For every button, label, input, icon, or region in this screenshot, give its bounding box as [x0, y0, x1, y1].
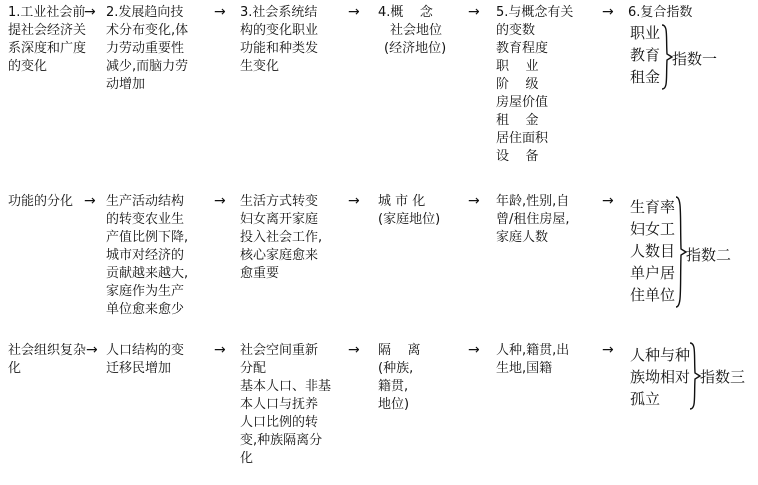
arrow-right-icon: → — [468, 193, 480, 209]
arrow-right-icon: → — [602, 4, 614, 20]
row2-col3: 生活方式转变 妇女离开家庭 投入社会工作, 核心家庭愈来 愈重要 — [240, 194, 323, 281]
header-col5: 5.与概念有关 的变数 教育程度 职 业 阶 级 房屋价值 租 金 居住面积 设 备 — [496, 5, 574, 164]
arrow-right-icon: → — [214, 342, 226, 358]
arrow-right-icon: → — [348, 193, 360, 209]
index-3-items: 人种与种 族坳相对 孤立 — [630, 346, 691, 408]
header-col6: 6.复合指数 — [628, 5, 693, 20]
row3-col4: 隔 离 (种族, 籍贯, 地位) — [378, 343, 421, 412]
index-3-label: 指数三 — [700, 368, 746, 386]
row3-col1: 社会组织复杂 化 — [8, 343, 87, 376]
row2-col4: 城 市 化 (家庭地位) — [378, 194, 441, 227]
arrow-right-icon: → — [468, 4, 480, 20]
row3-col3: 社会空间重新 分配 基本人口、非基 本人口与抚养 人口比例的转 变,种族隔离分 化 — [240, 343, 332, 466]
index-1-label: 指数一 — [672, 50, 718, 68]
row2-col1: 功能的分化 — [8, 194, 74, 209]
arrow-right-icon: → — [348, 4, 360, 20]
header-col4: 4.概 念 社会地位 (经济地位) — [378, 5, 447, 56]
arrow-right-icon: → — [468, 342, 480, 358]
row3-col2: 人口结构的变 迁移民增加 — [106, 343, 185, 376]
header-col3: 3.社会系统结 构的变化职业 功能和种类发 生变化 — [240, 5, 319, 74]
header-col1: 1.工业社会前 提社会经济关 系深度和广度 的变化 — [8, 5, 87, 74]
row2-col2: 生产活动结构 的转变农业生 产值比例下降, 城市对经济的 贡献越来越大, 家庭作为生产 单位愈来愈少 — [106, 194, 189, 317]
index-2-label: 指数二 — [686, 246, 732, 264]
row2-col5: 年龄,性别,自 曾/租住房屋, 家庭人数 — [496, 194, 570, 245]
arrow-right-icon: → — [84, 193, 96, 209]
arrow-right-icon: → — [84, 4, 96, 20]
arrow-right-icon: → — [602, 193, 614, 209]
header-col2: 2.发展趋向技 术分布变化,体 力劳动重要性 减少,而脑力劳 动增加 — [106, 5, 189, 92]
index-2-items: 生育率 妇女工 人数目 单户居 住单位 — [630, 198, 676, 304]
index-1-items: 职业 教育 租金 — [630, 24, 661, 86]
arrow-right-icon: → — [214, 4, 226, 20]
arrow-right-icon: → — [214, 193, 226, 209]
row3-col5: 人种,籍贯,出 生地,国籍 — [496, 343, 570, 376]
arrow-right-icon: → — [348, 342, 360, 358]
arrow-right-icon: → — [602, 342, 614, 358]
arrow-right-icon: → — [86, 342, 98, 358]
